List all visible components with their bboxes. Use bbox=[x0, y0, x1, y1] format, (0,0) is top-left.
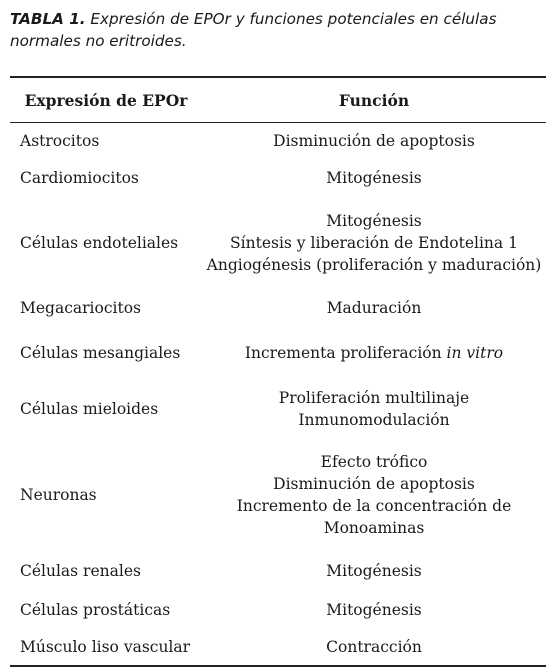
row-cell-type: Células endoteliales bbox=[20, 234, 179, 252]
row-cell-type: Astrocitos bbox=[20, 132, 100, 150]
caption-label: TABLA 1. bbox=[10, 10, 86, 28]
row-cell-type: Células renales bbox=[20, 562, 141, 580]
table-row bbox=[10, 123, 546, 159]
function-line: Mitogénesis bbox=[326, 212, 422, 230]
function-line: Mitogénesis bbox=[326, 169, 422, 187]
function-line: Proliferación multilinaje bbox=[278, 389, 470, 407]
table-row bbox=[10, 439, 546, 551]
row-cell-type: Megacariocitos bbox=[20, 299, 141, 317]
table-row bbox=[10, 289, 546, 327]
row-cell-type: Células prostáticas bbox=[20, 601, 171, 619]
function-italic: in vitro bbox=[446, 344, 504, 362]
function-line: Contracción bbox=[326, 638, 422, 656]
table-row bbox=[10, 379, 546, 439]
row-function bbox=[202, 599, 546, 621]
function-line bbox=[202, 342, 546, 364]
function-line: Monoaminas bbox=[323, 519, 425, 537]
table-row bbox=[10, 327, 546, 379]
table-row bbox=[10, 159, 546, 197]
table-row bbox=[10, 591, 546, 629]
function-line: Síntesis y liberación de Endotelina 1 bbox=[230, 234, 518, 252]
header-funcion: Función bbox=[338, 90, 410, 110]
function-text: Incrementa proliferación bbox=[244, 344, 442, 362]
row-function bbox=[202, 560, 546, 582]
row-function bbox=[202, 130, 546, 152]
function-line: Disminución de apoptosis bbox=[273, 475, 475, 493]
data-table bbox=[10, 76, 546, 667]
caption-text: Expresión de EPOr y funciones potenciales en células normales no eritroides. bbox=[10, 10, 497, 50]
table-row bbox=[10, 197, 546, 289]
row-function bbox=[202, 636, 546, 658]
function-line: Disminución de apoptosis bbox=[273, 132, 475, 150]
row-function bbox=[202, 387, 546, 431]
function-line: Mitogénesis bbox=[326, 601, 422, 619]
table-row bbox=[10, 629, 546, 665]
function-line: Angiogénesis (proliferación y maduración) bbox=[206, 256, 542, 274]
row-function bbox=[202, 210, 546, 276]
function-line: Mitogénesis bbox=[326, 562, 422, 580]
function-line: Incremento de la concentración de bbox=[236, 497, 512, 515]
row-cell-type: Cardiomiocitos bbox=[20, 169, 139, 187]
function-line: Inmunomodulación bbox=[298, 411, 450, 429]
row-function bbox=[202, 297, 546, 319]
row-function bbox=[202, 167, 546, 189]
table-row bbox=[10, 551, 546, 591]
table-caption bbox=[10, 8, 550, 52]
table-header bbox=[10, 78, 546, 123]
row-cell-type: Células mieloides bbox=[20, 400, 159, 418]
header-expresion: Expresión de EPOr bbox=[24, 90, 188, 110]
row-cell-type: Músculo liso vascular bbox=[20, 638, 191, 656]
row-cell-type: Neuronas bbox=[20, 486, 97, 504]
row-function bbox=[202, 451, 546, 539]
row-cell-type: Células mesangiales bbox=[20, 344, 181, 362]
function-line: Maduración bbox=[326, 299, 422, 317]
function-line: Efecto trófico bbox=[320, 453, 428, 471]
row-function bbox=[202, 342, 546, 364]
